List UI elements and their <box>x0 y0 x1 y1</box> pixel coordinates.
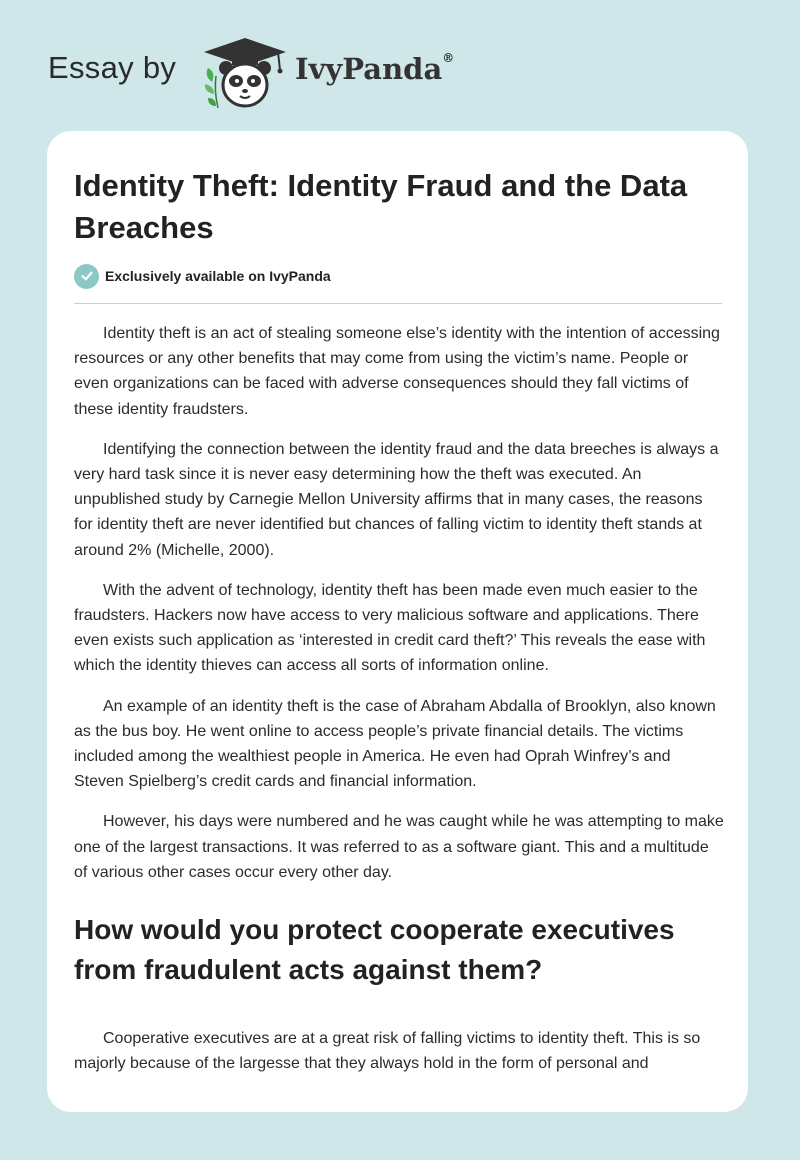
essay-body <box>74 321 724 1091</box>
exclusive-label: Exclusively available on IvyPanda <box>105 268 331 284</box>
site-header <box>0 0 800 130</box>
exclusive-badge <box>74 263 331 289</box>
brand-text: IvyPanda <box>295 52 443 86</box>
paragraph: However, his days were numbered and he was caught while he was attempting to make one of the largest transactions. It was referred to as a software giant. This and a multitude of various other cases occur every other day. <box>74 813 724 881</box>
section-heading: How would you protect cooperate executives from fraudulent acts against them? <box>74 914 675 986</box>
paragraph: Identifying the connection between the identity fraud and the data breeches is always a very hard task since it is never easy determining how the theft was executed. An unpublished study by Carnegie Mellon University affirms that in many cases, the reasons for identity theft are never identified but chances of falling victim to identity theft stands at around 2% (Michelle, 2000). <box>74 440 719 559</box>
registered-mark: ® <box>442 51 455 66</box>
essay-by-label: Essay by <box>48 50 177 85</box>
paragraph: With the advent of technology, identity theft has been made even much easier to the fraudsters. Hackers now have access to very malicious software and applications. There even exists such application as ‘interested in credit card theft?’ This reveals the ease with which the identity thieves can access all sorts of information online. <box>74 581 706 675</box>
ivypanda-logo-icon[interactable] <box>200 36 290 112</box>
page-title: Identity Theft: Identity Fraud and the Data Breaches <box>74 168 688 245</box>
divider <box>74 303 722 304</box>
paragraph: An example of an identity theft is the case of Abraham Abdalla of Brooklyn, also known as the bus boy. He went online to access people’s private financial details. The victims included among the wealthiest people in America. He even had Oprah Winfrey’s and Steven Spielberg’s credit cards and financial information. <box>74 697 716 791</box>
brand-name[interactable] <box>295 52 454 86</box>
essay-card <box>47 131 748 1112</box>
paragraph: Identity theft is an act of stealing someone else’s identity with the intention of accessing resources or any other benefits that may come from using the victim’s name. People or even organizations can be faced with adverse consequences should they fall victims of these identity fraudsters. <box>74 325 720 418</box>
checkmark-icon <box>74 264 99 289</box>
paragraph: Cooperative executives are at a great risk of falling victims to identity theft. This is so majorly because of the largesse that they always hold in the form of personal and <box>74 1030 701 1073</box>
